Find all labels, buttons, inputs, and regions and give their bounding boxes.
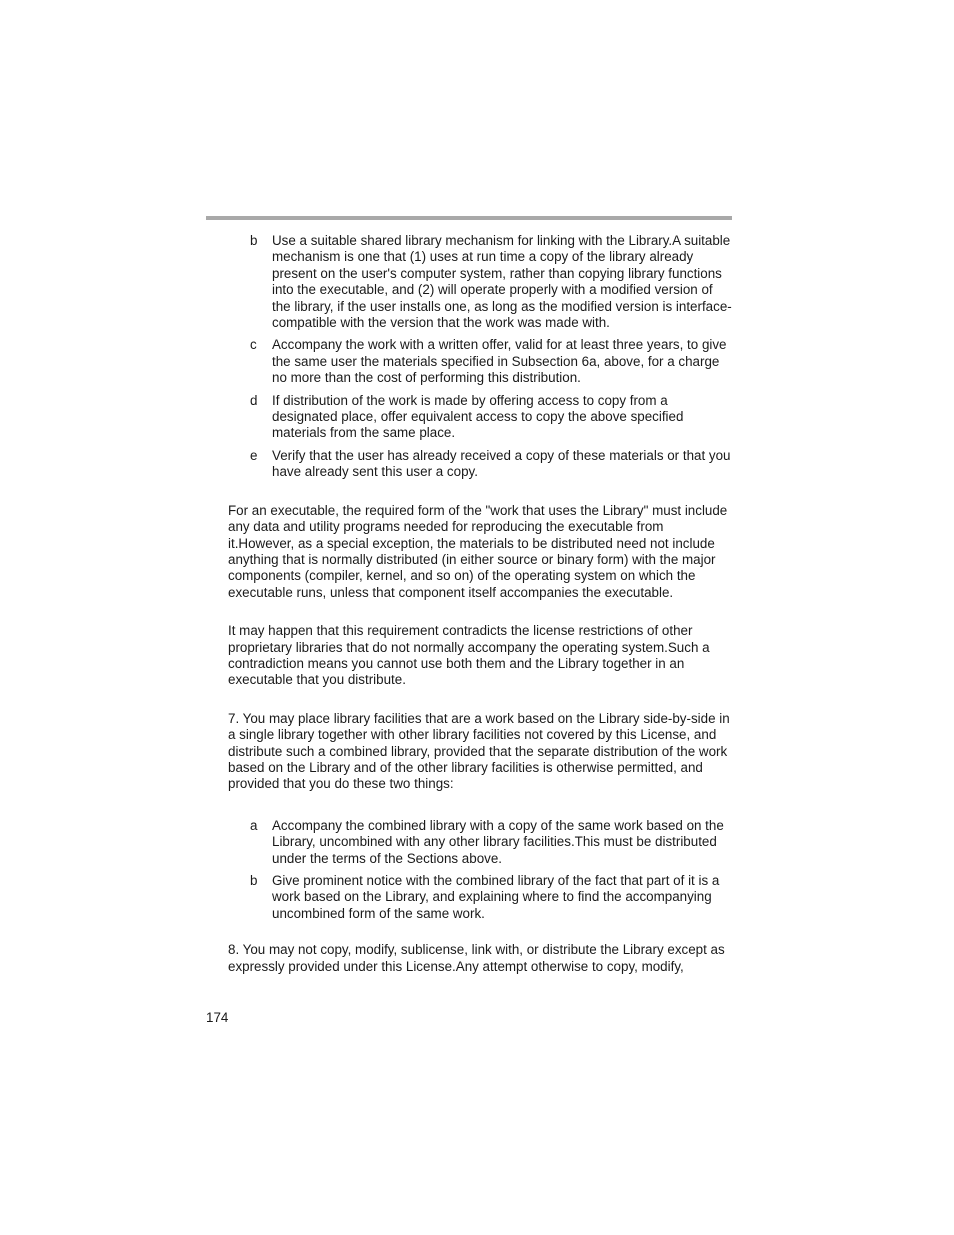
list-marker: b xyxy=(250,233,258,248)
header-rule xyxy=(206,216,732,220)
list-item xyxy=(228,818,732,867)
paragraph-section-7: 7. You may place library facilities that are a work based on the Library side-by-side in a single library together with other library facilities not covered by this License, and distribute such a combined library, provided that the separate distribution of the work based on the Library and of the other library facilities is otherwise permitted, and provided that you do these two things: xyxy=(228,710,730,792)
list-item-text: If distribution of the work is made by offering access to copy from a designated place, offer equivalent access to copy the above specified materials from the same place. xyxy=(272,392,684,441)
list-item-text: Give prominent notice with the combined library of the fact that part of it is a work based on the Library, and explaining where to find the accompanying uncombined form of the same work. xyxy=(272,873,720,921)
list-item-text: Use a suitable shared library mechanism for linking with the Library.A suitable mechanism is one that (1) uses at run time a copy of the library already present on the user's computer system, rather than copying library functions into the executable, and (2) will operate properly with a modified version of the library, if the user installs one, as long as the modified version is interface-compatible with the version that the work was made with. xyxy=(272,233,732,331)
list-top xyxy=(228,233,732,481)
list-marker: c xyxy=(250,337,257,353)
paragraph-requirement-contradiction: It may happen that this requirement contradicts the license restrictions of other proprietary libraries that do not normally accompany the operating system.Such a contradiction means you cannot use both them and the Library together in an executable that you distribute. xyxy=(228,623,710,688)
list-marker: d xyxy=(250,392,258,408)
list-item xyxy=(228,233,732,331)
list-item-text: Verify that the user has already received a copy of these materials or that you have already sent this user a copy. xyxy=(272,447,731,480)
page-number: 174 xyxy=(206,1010,229,1025)
list-bottom xyxy=(228,818,732,922)
list-item-text: Accompany the work with a written offer, valid for at least three years, to give the same user the materials specified in Subsection 6a, above, for a charge no more than the cost of performing this distribution. xyxy=(272,337,727,386)
page-body xyxy=(228,233,732,975)
list-item xyxy=(228,337,732,386)
paragraph-executable-form: For an executable, the required form of the "work that uses the Library" must include any data and utility programs needed for reproducing the executable from it.However, as a special exception, the materials to be distributed need not include anything that is normally distributed (in either source or binary form) with the major components (compiler, kernel, and so on) of the operating system on which the executable runs, unless that component itself accompanies the executable. xyxy=(228,502,728,600)
paragraph-section-8: 8. You may not copy, modify, sublicense, link with, or distribute the Library except as expressly provided under this License.Any attempt otherwise to copy, modify, xyxy=(228,942,725,974)
list-item xyxy=(228,448,732,481)
list-marker: b xyxy=(250,873,258,888)
list-item xyxy=(228,393,732,442)
list-marker: e xyxy=(250,447,258,463)
list-item xyxy=(228,873,732,922)
list-marker: a xyxy=(250,817,258,833)
list-item-text: Accompany the combined library with a copy of the same work based on the Library, uncombined with any other library facilities.This must be distributed under the terms of the Sections above. xyxy=(272,817,724,866)
